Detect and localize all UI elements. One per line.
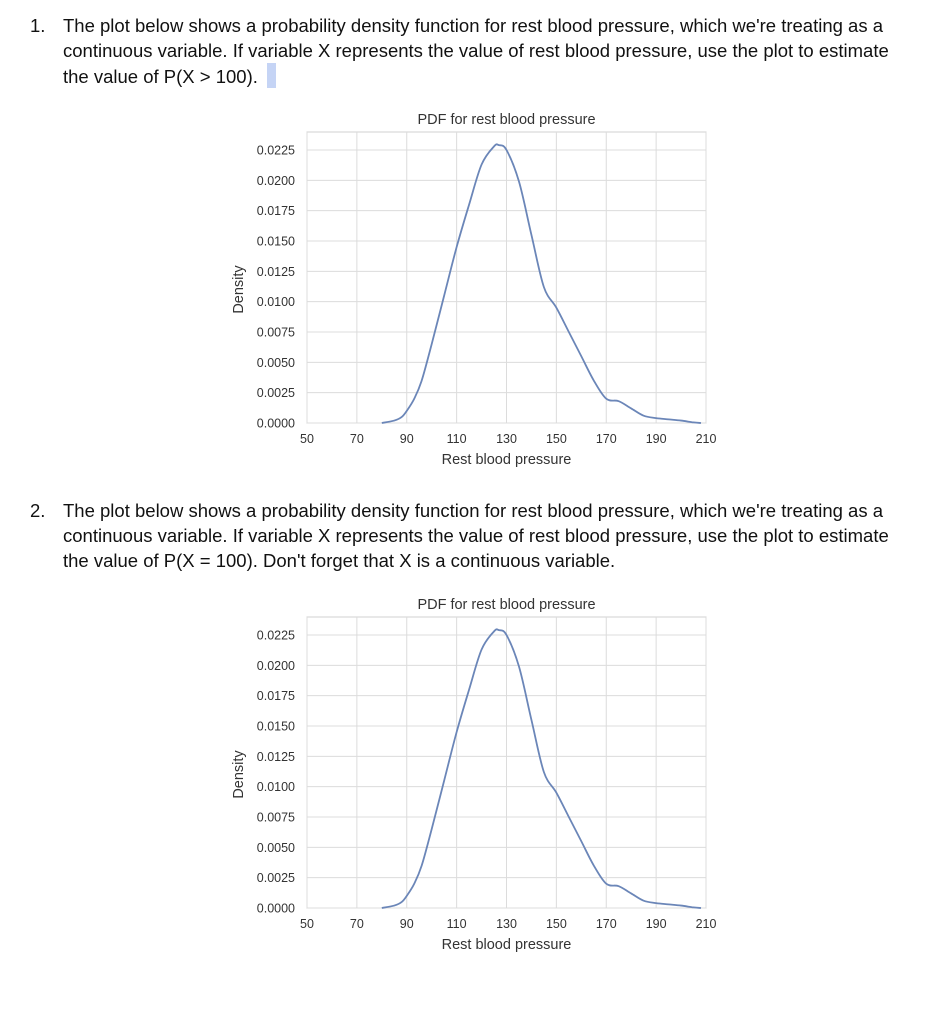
y-axis-label: Density (231, 265, 247, 314)
question-text-body: The plot below shows a probability density function for rest blood pressure, which we're treating as a continuous variable. If variable X represents the value of rest blood pressure, use the plot to estimate the value of P(X > 100). (63, 15, 889, 87)
x-tick-label: 70 (349, 917, 364, 931)
x-tick-label: 170 (595, 917, 617, 931)
y-tick-label: 0.0100 (256, 780, 295, 795)
x-tick-label: 50 (300, 432, 314, 446)
question-text-body: The plot below shows a probability density function for rest blood pressure, which we're treating as a continuous variable. If variable X represents the value of rest blood pressure, use the plot to estimate the value of P(X = 100). Don't forget that X is a continuous variable. (63, 500, 889, 571)
x-tick-label: 130 (496, 432, 517, 446)
chart-title: PDF for rest blood pressure (417, 112, 596, 128)
chart-title: PDF for rest blood pressure (417, 597, 596, 613)
y-tick-label: 0.0200 (256, 173, 295, 188)
x-axis-label: Rest blood pressure (441, 937, 572, 953)
y-tick-label: 0.0000 (256, 901, 295, 916)
y-tick-label: 0.0150 (256, 719, 295, 734)
x-tick-label: 110 (446, 917, 467, 931)
x-tick-label: 70 (349, 432, 364, 446)
y-tick-label: 0.0225 (256, 143, 295, 158)
x-tick-label: 90 (399, 917, 414, 931)
y-tick-label: 0.0200 (256, 658, 295, 673)
pdf-chart-2 (0, 590, 937, 960)
x-tick-label: 110 (446, 432, 467, 446)
x-tick-label: 50 (300, 917, 314, 931)
x-tick-label: 210 (695, 917, 717, 931)
x-axis-label: Rest blood pressure (441, 452, 572, 468)
y-tick-label: 0.0125 (256, 264, 295, 279)
x-tick-label: 90 (399, 432, 414, 446)
y-tick-label: 0.0050 (256, 840, 295, 855)
question-text (63, 498, 910, 573)
y-tick-label: 0.0175 (256, 204, 295, 219)
x-tick-label: 170 (595, 432, 617, 446)
question-2 (30, 498, 910, 573)
question-1 (30, 13, 910, 89)
y-tick-label: 0.0225 (256, 628, 295, 643)
x-tick-label: 150 (545, 917, 567, 931)
question-number: 2. (30, 500, 46, 521)
y-tick-label: 0.0025 (256, 386, 295, 401)
y-tick-label: 0.0100 (256, 295, 295, 310)
y-tick-label: 0.0075 (256, 325, 295, 340)
x-tick-label: 190 (645, 432, 667, 446)
y-tick-label: 0.0000 (256, 416, 295, 431)
y-tick-label: 0.0150 (256, 234, 295, 249)
y-tick-label: 0.0050 (256, 355, 295, 370)
y-axis-label: Density (231, 750, 247, 799)
x-tick-label: 210 (695, 432, 717, 446)
x-tick-label: 190 (645, 917, 667, 931)
x-tick-label: 130 (496, 917, 517, 931)
question-number: 1. (30, 15, 46, 36)
y-tick-label: 0.0175 (256, 689, 295, 704)
y-tick-label: 0.0125 (256, 749, 295, 764)
question-text (63, 13, 910, 89)
y-tick-label: 0.0075 (256, 810, 295, 825)
y-tick-label: 0.0025 (256, 871, 295, 886)
x-tick-label: 150 (545, 432, 567, 446)
text-cursor-highlight (267, 63, 276, 88)
pdf-chart-1 (0, 105, 937, 475)
